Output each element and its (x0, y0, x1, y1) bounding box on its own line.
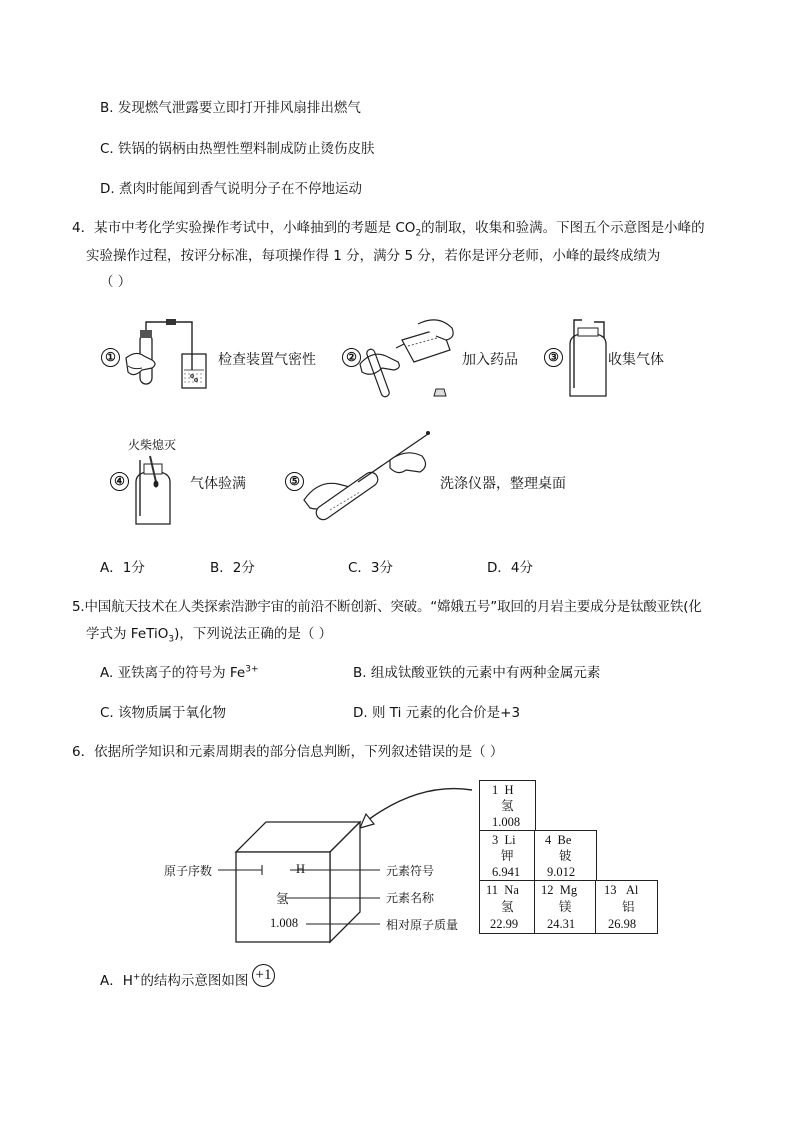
pt-cell-al: 13 Al 铝 26.98 (595, 880, 658, 934)
label-atomic-mass: 相对原子质量 (386, 918, 459, 932)
step-1-number: ① (101, 348, 120, 367)
step-5-number: ⑤ (285, 472, 304, 491)
step-4-number: ④ (110, 472, 129, 491)
q5-option-b: B. 组成钛酸亚铁的元素中有两种金属元素 (353, 665, 601, 681)
gas-full-test-illustration (128, 452, 180, 528)
q3-option-d: D. 煮肉时能闻到香气说明分子在不停地运动 (100, 181, 362, 197)
q4-option-d: D．4分 (487, 560, 533, 576)
label-element-symbol: 元素符号 (386, 864, 435, 878)
q4-option-a: A．1分 (100, 560, 145, 576)
step-2-label: 加入药品 (462, 352, 518, 368)
pt-cell-h: 1 H 氢 1.008 (479, 780, 536, 832)
pt-cell-mg: 12 Mg 镁 24.31 (534, 880, 597, 934)
washing-instruments-illustration (300, 430, 440, 534)
q3-option-c: C. 铁锅的锅柄由热塑性塑料制成防止烫伤皮肤 (100, 141, 375, 157)
step-3-label: 收集气体 (608, 352, 664, 368)
pt-cell-li: 3 Li 钾 6.941 (479, 830, 536, 882)
q6-stem: 6．依据所学知识和元素周期表的部分信息判断，下列叙述错误的是（ ） (72, 744, 504, 760)
step-5-label: 洗涤仪器，整理桌面 (440, 476, 566, 492)
q3-option-b: B. 发现燃气泄露要立即打开排风扇排出燃气 (100, 100, 361, 116)
step-2-number: ② (342, 348, 361, 367)
cube-symbol: H (296, 862, 306, 876)
gas-collection-bottle-illustration (564, 318, 614, 400)
label-element-name: 元素名称 (386, 891, 435, 905)
label-atomic-number: 原子序数 (164, 864, 213, 878)
q5-option-a: A. 亚铁离子的符号为 $Fe^{3+}$ (100, 664, 259, 681)
q5-stem-line1: 5.中国航天技术在人类探索浩渺宇宙的前沿不断创新、突破。“嫦娥五号”取回的月岩主要成分是钛酸亚铁(化 (72, 599, 702, 615)
pt-cell-be: 4 Be 铍 9.012 (534, 830, 597, 882)
cube-atomic-mass: 1.008 (270, 916, 299, 930)
pt-cell-na: 11 Na 氢 22.99 (479, 880, 536, 934)
q5-option-c: C. 该物质属于氧化物 (100, 705, 227, 721)
step-4-note: 火柴熄灭 (128, 438, 177, 452)
q4-answer-blank: （ ） (100, 274, 132, 290)
q4-stem-line1: 4．某市中考化学实验操作考试中，小峰抽到的考题是 $CO_2$的制取，收集和验满。下图五个示意图是小峰的 (72, 220, 705, 239)
bottle-stopper-icon (432, 386, 448, 400)
q4-stem-line2: 实验操作过程，按评分标准，每项操作得 1 分，满分 5 分，若你是评分老师，小峰的最终成绩为 (86, 248, 661, 264)
cube-element-name: 氢 (276, 892, 289, 906)
q6-option-a: A．H+的结构示意图如图 (100, 972, 249, 989)
h-ion-structure-icon: +1 (252, 964, 275, 987)
q4-option-b: B．2分 (210, 560, 255, 576)
airtightness-check-illustration (118, 318, 218, 394)
step-4-label: 气体验满 (190, 476, 246, 492)
q4-option-c: C．3分 (348, 560, 394, 576)
step-3-number: ③ (544, 348, 563, 367)
step-1-label: 检查装置气密性 (218, 352, 316, 368)
q5-option-d: D. 则 Ti 元素的化合价是+3 (353, 705, 521, 721)
q5-stem-line2: 学式为 FeTiO$_3$)，下列说法正确的是（ ） (86, 626, 333, 645)
